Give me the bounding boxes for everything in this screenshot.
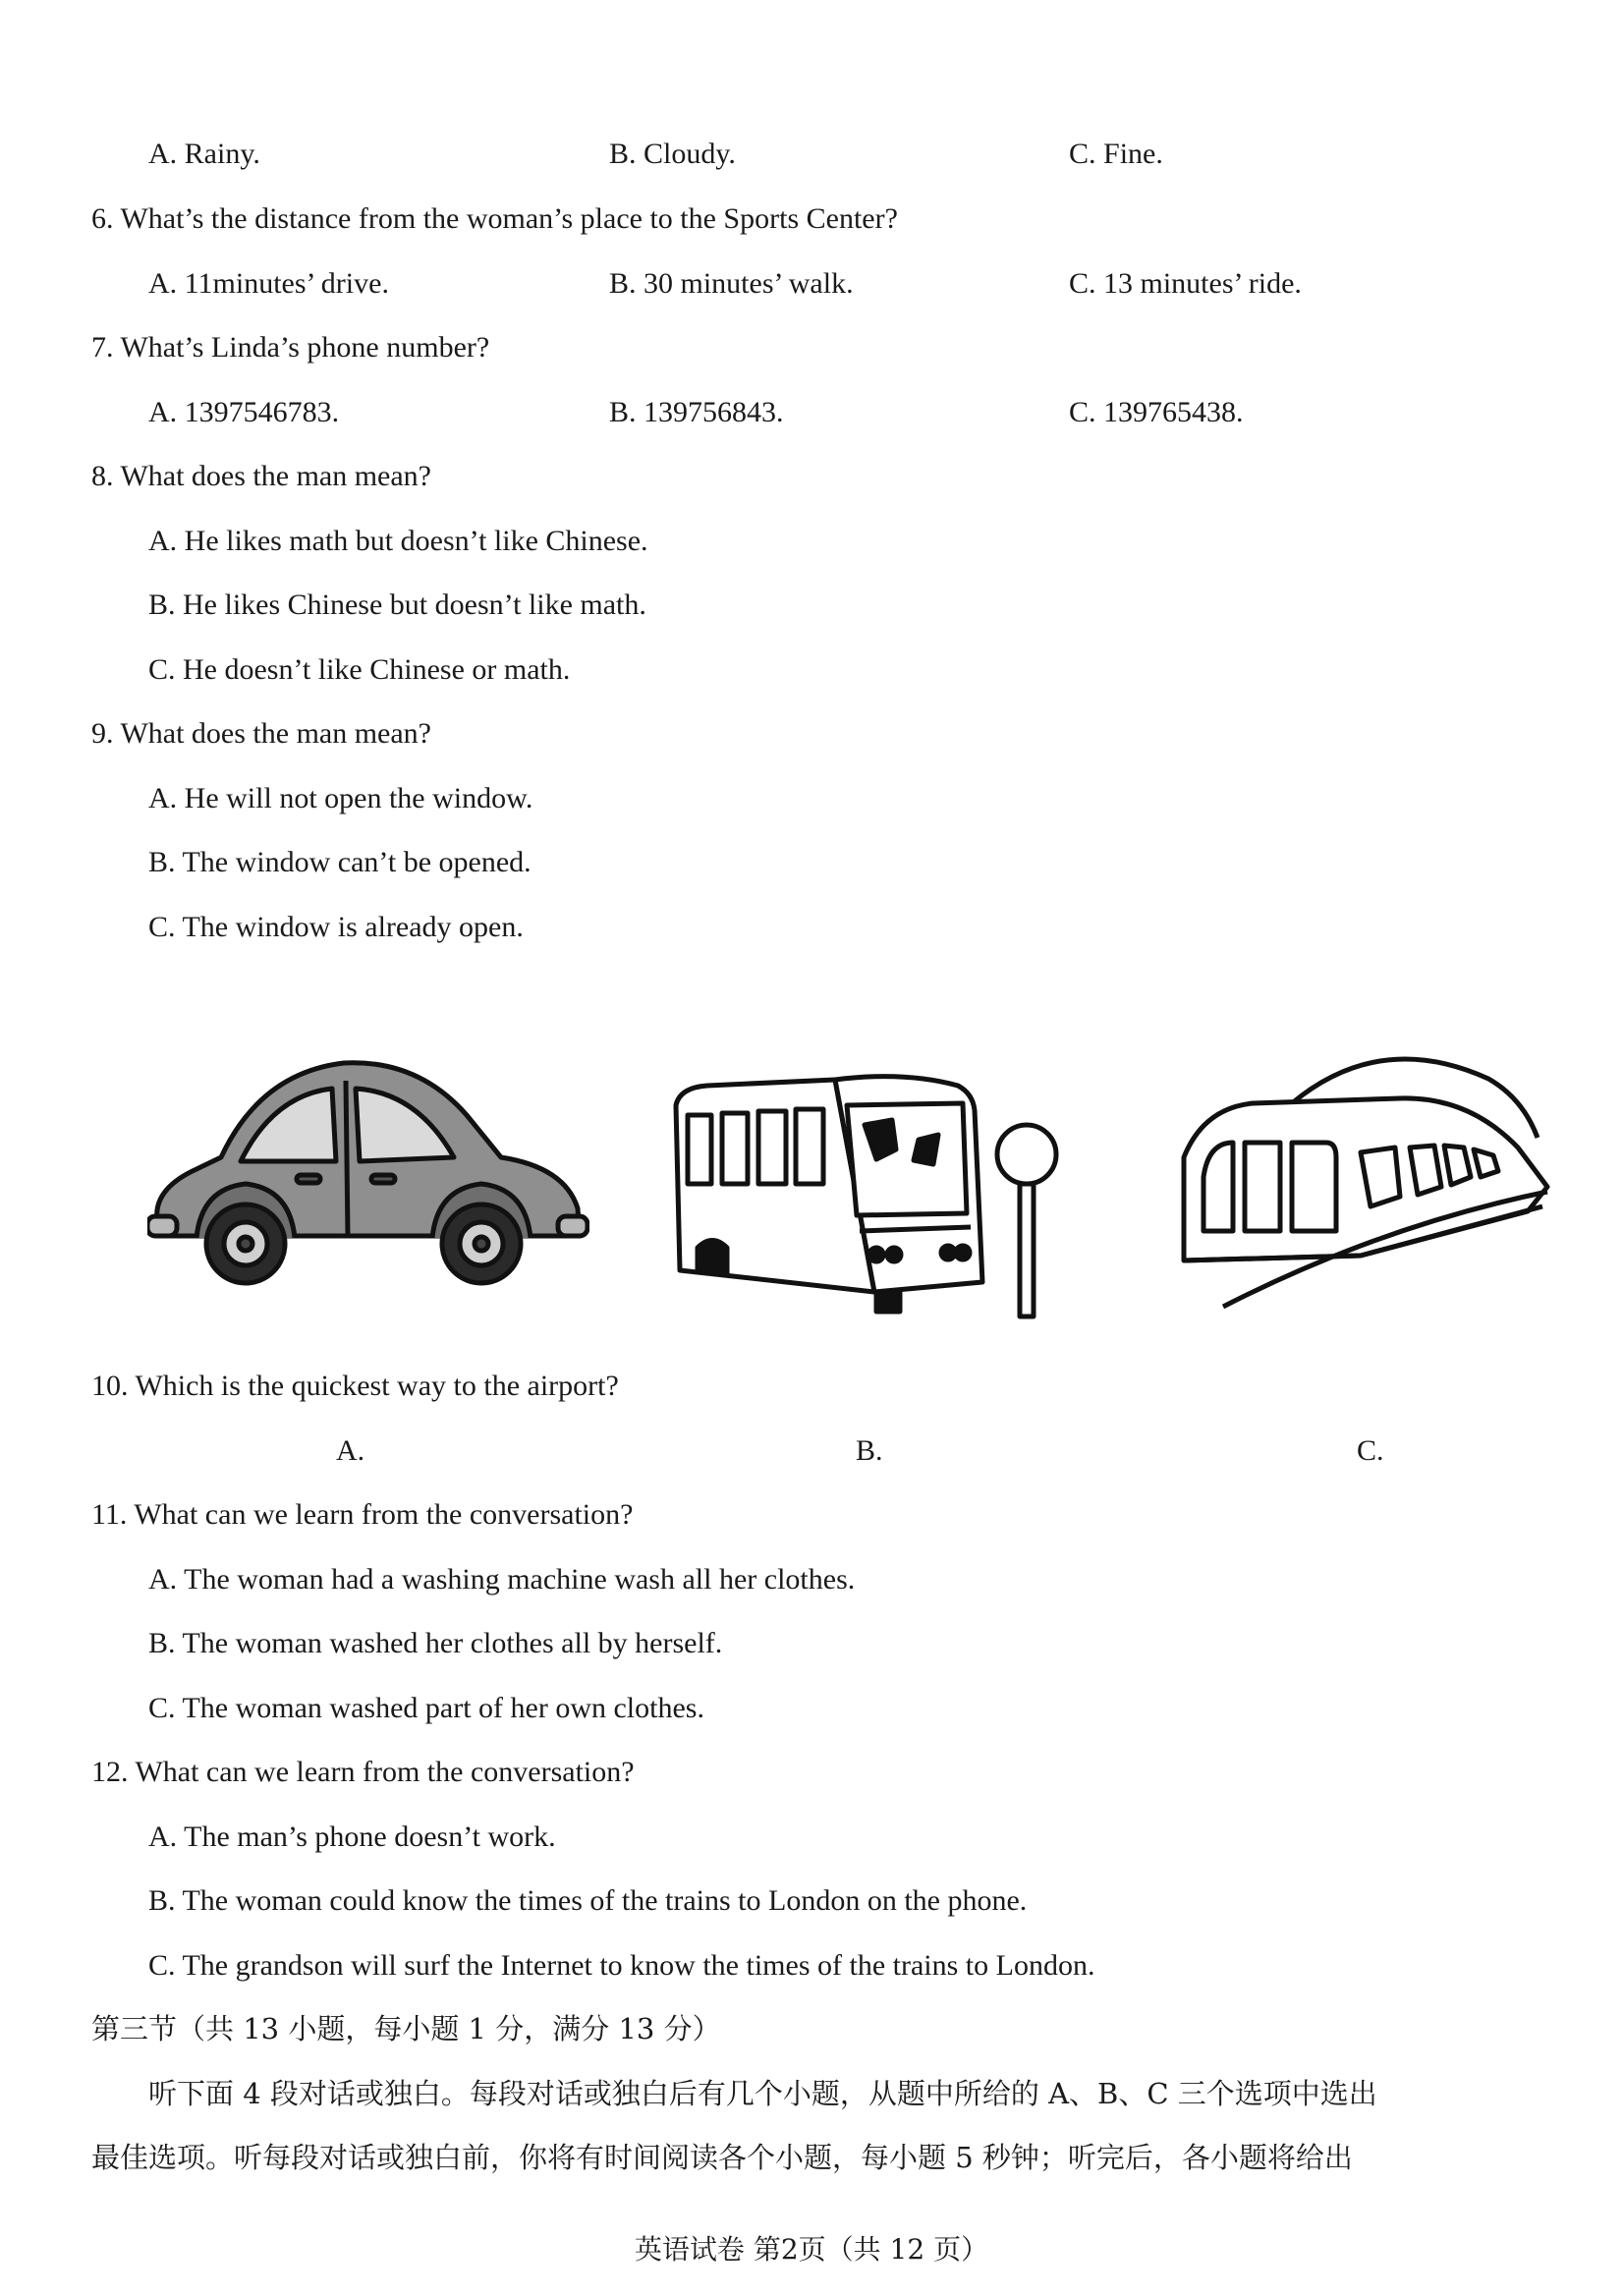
q7-option-b: B. 139756843. (609, 396, 784, 428)
q8-option-b: B. He likes Chinese but doesn’t like math. (148, 588, 646, 621)
q6-option-b: B. 30 minutes’ walk. (609, 267, 854, 300)
section3-instructions-line2: 最佳选项。听每段对话或独白前，你将有时间阅读各个小题，每小题 5 秒钟；听完后，各小题将给出 (91, 2141, 1353, 2174)
q9-question: 9. What does the man mean? (91, 717, 431, 750)
subway-train-illustration (1164, 1049, 1557, 1310)
q8-question: 8. What does the man mean? (91, 460, 431, 492)
q10-question: 10. Which is the quickest way to the airport? (91, 1370, 619, 1402)
q12-question: 12. What can we learn from the conversation? (91, 1756, 635, 1788)
q11-option-a: A. The woman had a washing machine wash all her clothes. (148, 1563, 856, 1596)
q9-option-b: B. The window can’t be opened. (148, 846, 532, 878)
q10-label-b: B. (856, 1434, 883, 1467)
q5-option-a: A. Rainy. (148, 138, 260, 170)
q8-option-c: C. He doesn’t like Chinese or math. (148, 653, 571, 686)
q12-option-b: B. The woman could know the times of the trains to London on the phone. (148, 1884, 1028, 1917)
q7-option-a: A. 1397546783. (148, 396, 340, 428)
section3-instructions-line1: 听下面 4 段对话或独白。每段对话或独白后有几个小题，从题中所给的 A、B、C 三个选项中选出 (148, 2077, 1377, 2110)
q9-option-c: C. The window is already open. (148, 911, 524, 943)
car-illustration (147, 1051, 589, 1287)
q6-option-a: A. 11minutes’ drive. (148, 267, 389, 300)
q9-option-a: A. He will not open the window. (148, 782, 533, 814)
q7-question: 7. What’s Linda’s phone number? (91, 331, 490, 364)
q5-option-c: C. Fine. (1069, 138, 1163, 170)
page-footer: 英语试卷 第2页（共 12 页） (634, 2233, 989, 2266)
q10-label-c: C. (1357, 1434, 1384, 1467)
section3-heading: 第三节（共 13 小题，每小题 1 分，满分 13 分） (91, 2012, 721, 2045)
q6-option-c: C. 13 minutes’ ride. (1069, 267, 1302, 300)
q12-option-a: A. The man’s phone doesn’t work. (148, 1820, 556, 1853)
q5-option-b: B. Cloudy. (609, 138, 736, 170)
q7-option-c: C. 139765438. (1069, 396, 1244, 428)
q6-question: 6. What’s the distance from the woman’s place to the Sports Center? (91, 202, 898, 235)
q8-option-a: A. He likes math but doesn’t like Chinese. (148, 525, 648, 557)
q10-label-a: A. (336, 1434, 365, 1467)
q12-option-c: C. The grandson will surf the Internet to know the times of the trains to London. (148, 1949, 1095, 1982)
bus-at-stop-illustration (668, 1066, 1071, 1321)
q11-question: 11. What can we learn from the conversation? (91, 1498, 634, 1531)
q11-option-b: B. The woman washed her clothes all by herself. (148, 1627, 723, 1659)
q11-option-c: C. The woman washed part of her own clothes. (148, 1692, 704, 1724)
